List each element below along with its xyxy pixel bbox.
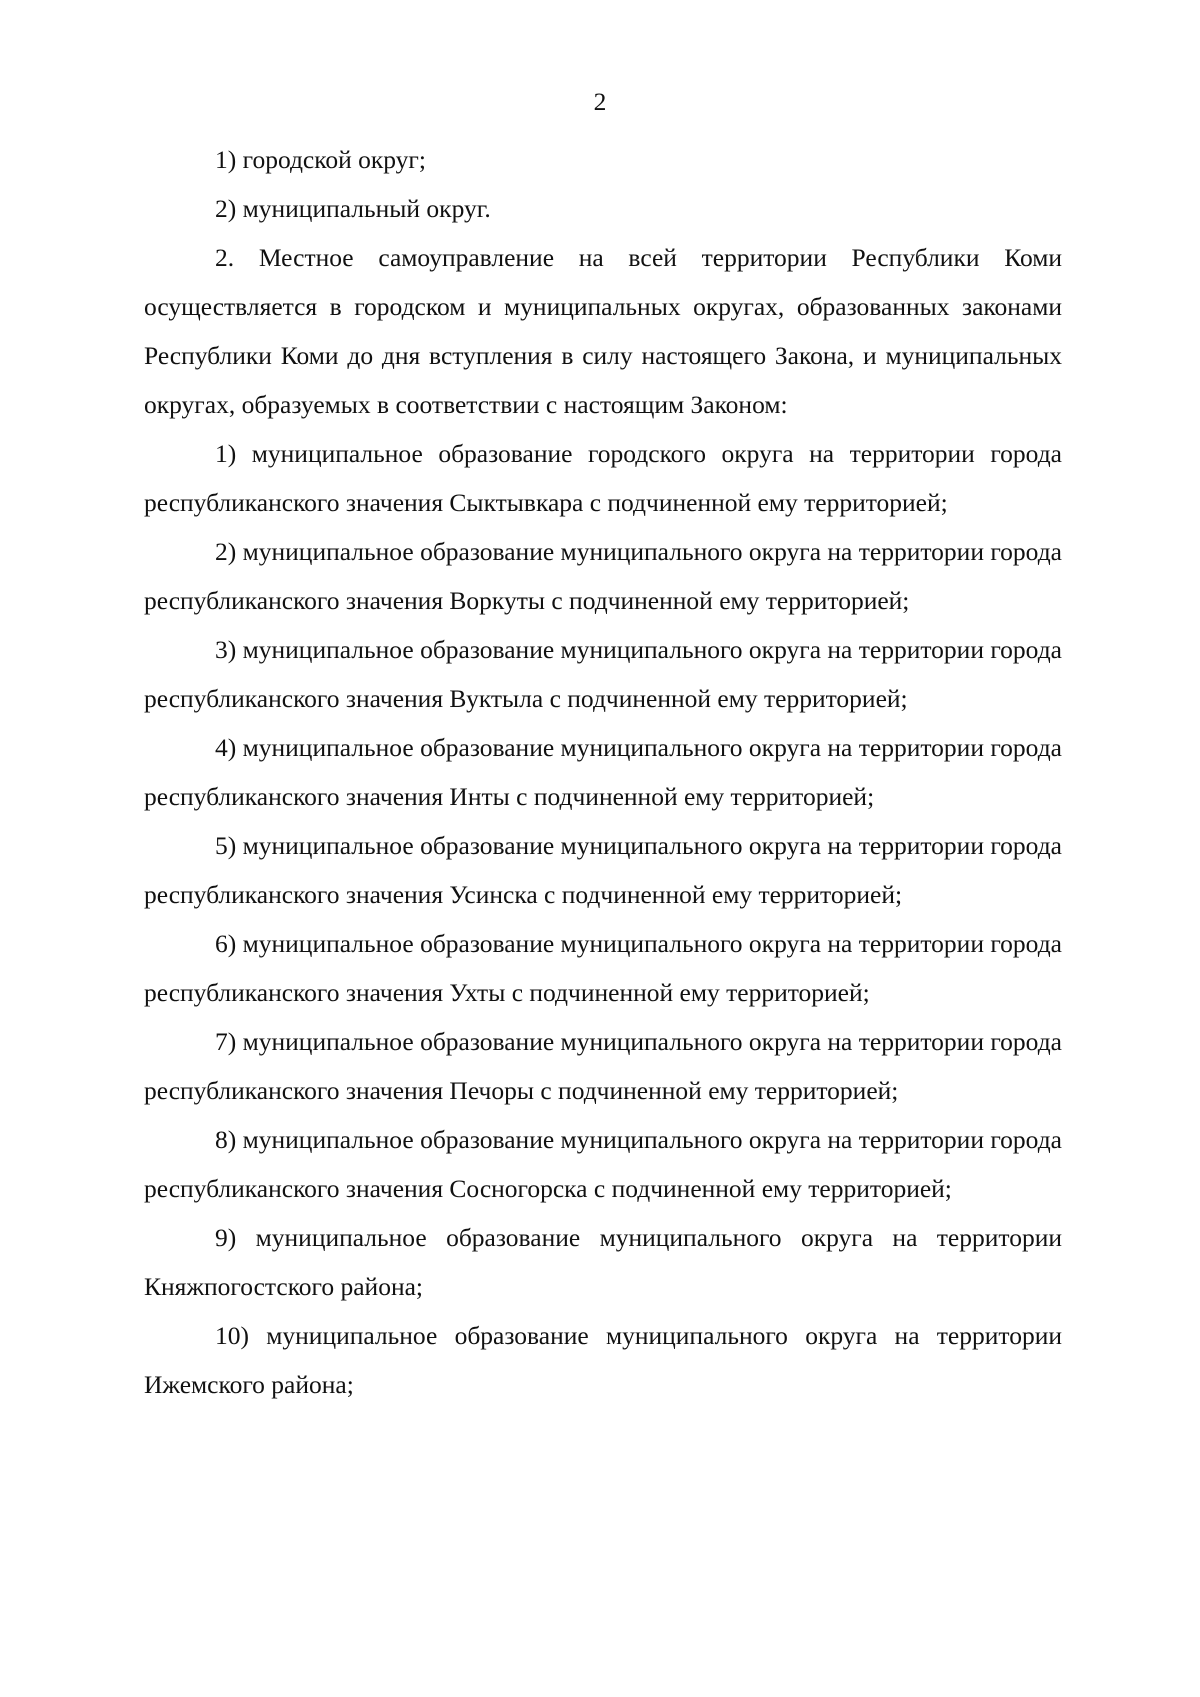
list-item-syktyvkar: 1) муниципальное образование городского округа на территории города республиканского значения Сыктывкара с подчиненной ему территорией; <box>144 439 1062 517</box>
list-item-knyazhpogostsky: 9) муниципальное образование муниципального округа на территории Княжпогостского района; <box>144 1223 1062 1301</box>
list-item-ukhta: 6) муниципальное образование муниципального округа на территории города республиканского значения Ухты с подчиненной ему территорией; <box>144 929 1062 1007</box>
list-item-inta: 4) муниципальное образование муниципального округа на территории города республиканского значения Инты с подчиненной ему территорией; <box>144 733 1062 811</box>
list-item-urban-district: 1) городской округ; <box>215 145 426 174</box>
document-body <box>144 135 1062 1409</box>
list-item-sosnogorsk: 8) муниципальное образование муниципального округа на территории города республиканского значения Сосногорска с подчиненной ему территорией; <box>144 1125 1062 1203</box>
paragraph-section-2: 2. Местное самоуправление на всей территории Республики Коми осуществляется в городском и муниципальных округах, образованных законами Республики Коми до дня вступления в силу настоящего Закона, и муниципальных округах, образуемых в соответствии с настоящим Законом: <box>144 243 1062 419</box>
list-item-vuktyl: 3) муниципальное образование муниципального округа на территории города республиканского значения Вуктыла с подчиненной ему территорией; <box>144 635 1062 713</box>
list-item-municipal-district: 2) муниципальный округ. <box>215 194 491 223</box>
list-item-izhemsky: 10) муниципальное образование муниципального округа на территории Ижемского района; <box>144 1321 1062 1399</box>
page-number: 2 <box>593 87 607 116</box>
list-item-usinsk: 5) муниципальное образование муниципального округа на территории города республиканского значения Усинска с подчиненной ему территорией; <box>144 831 1062 909</box>
list-item-pechora: 7) муниципальное образование муниципального округа на территории города республиканского значения Печоры с подчиненной ему территорией; <box>144 1027 1062 1105</box>
list-item-vorkuta: 2) муниципальное образование муниципального округа на территории города республиканского значения Воркуты с подчиненной ему территорией; <box>144 537 1062 615</box>
